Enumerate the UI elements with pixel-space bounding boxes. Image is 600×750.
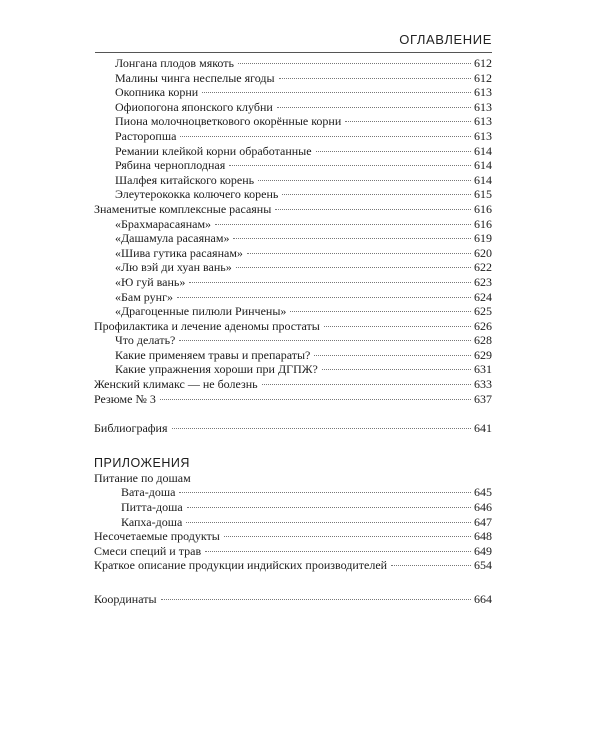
toc-entry-title: «Шива гутика расаянам» <box>115 245 243 260</box>
dot-leader <box>229 165 471 166</box>
toc-entry <box>94 217 492 232</box>
dot-leader <box>324 326 471 327</box>
toc-entry <box>94 187 492 202</box>
toc-entry-title: «Бам рунг» <box>115 289 173 304</box>
toc-entry-page: 613 <box>474 85 492 100</box>
toc-section-entry <box>94 421 492 436</box>
toc-entry-title: Координаты <box>94 592 157 606</box>
dot-leader <box>180 136 471 137</box>
spacer <box>94 406 492 421</box>
toc-entry <box>94 144 492 159</box>
dot-leader <box>186 522 471 523</box>
dot-leader <box>345 121 471 122</box>
toc-entry-page: 631 <box>474 362 492 377</box>
toc-entry-page: 628 <box>474 333 492 348</box>
toc-entry-title: Пиона молочноцветкового окорённые корни <box>115 114 342 129</box>
toc-entry-title: «Драгоценные пилюли Ринчены» <box>115 304 287 319</box>
toc-entry-title: Знаменитые комплексные расаяны <box>94 201 272 216</box>
toc-entry-page: 614 <box>474 143 492 158</box>
toc-entry-title: «Лю вэй ди хуан вань» <box>115 260 232 275</box>
toc-entry-title: Какие упражнения хороши при ДГПЖ? <box>115 362 318 377</box>
dot-leader <box>391 565 471 566</box>
toc-entry <box>94 304 492 319</box>
toc-entry-page: 620 <box>474 245 492 260</box>
toc-entry-page: 648 <box>474 529 492 544</box>
toc-entry <box>94 114 492 129</box>
toc-entry-title: Женский климакс — не болезнь <box>94 377 258 392</box>
toc-entry-title: Элеутерококка колючего корень <box>115 187 279 202</box>
toc-entry-page: 646 <box>474 500 492 515</box>
toc-entry-title: Что делать? <box>115 333 176 348</box>
toc-entry-page: 616 <box>474 216 492 231</box>
toc-entry-page: 649 <box>474 543 492 558</box>
toc-entry-page: 613 <box>474 114 492 129</box>
table-of-contents <box>94 56 492 607</box>
dot-leader <box>177 297 471 298</box>
toc-entry-title: Вата-доша <box>121 485 176 500</box>
toc-entry-page: 614 <box>474 172 492 187</box>
toc-entry-title: Несочетаемые продукты <box>94 529 220 544</box>
toc-entry-page: 654 <box>474 558 492 573</box>
dot-leader <box>279 78 471 79</box>
toc-entry <box>94 362 492 377</box>
toc-entry-page: 645 <box>474 485 492 500</box>
toc-entry-title: «Дашамула расаянам» <box>115 231 230 246</box>
dot-leader <box>179 492 471 493</box>
toc-section-entry <box>94 377 492 392</box>
dot-leader <box>161 599 471 600</box>
toc-entry-title: Библиография <box>94 421 168 436</box>
running-header: ОГЛАВЛЕНИЕ <box>399 32 492 47</box>
toc-entry-page: 612 <box>474 56 492 70</box>
toc-entry-page: 615 <box>474 187 492 202</box>
toc-entry-page: 629 <box>474 347 492 362</box>
dot-leader <box>258 180 471 181</box>
toc-section-entry <box>94 558 492 573</box>
dot-leader <box>314 355 471 356</box>
dot-leader <box>202 92 471 93</box>
toc-entry-page: 613 <box>474 99 492 114</box>
toc-entry-title: Шалфея китайского корень <box>115 172 255 187</box>
dot-leader <box>238 63 471 64</box>
dot-leader <box>160 399 471 400</box>
toc-entry-page: 641 <box>474 421 492 436</box>
toc-entry-page: 614 <box>474 158 492 173</box>
dot-leader <box>247 253 471 254</box>
toc-entry <box>94 129 492 144</box>
toc-entry <box>94 290 492 305</box>
toc-entry-page: 624 <box>474 289 492 304</box>
dot-leader <box>187 507 471 508</box>
toc-entry <box>94 158 492 173</box>
dot-leader <box>224 536 471 537</box>
toc-entry-page: 637 <box>474 391 492 406</box>
toc-entry <box>94 485 492 500</box>
dot-leader <box>205 551 471 552</box>
toc-entry-title: Краткое описание продукции индийских производителей <box>94 558 388 573</box>
toc-entry-page: 612 <box>474 70 492 85</box>
toc-entry-title: Резюме № 3 <box>94 391 156 406</box>
toc-entry-title: Профилактика и лечение аденомы простаты <box>94 318 320 333</box>
dot-leader <box>172 428 472 429</box>
dot-leader <box>275 209 471 210</box>
dot-leader <box>282 194 471 195</box>
toc-section-entry <box>94 319 492 334</box>
toc-entry <box>94 100 492 115</box>
toc-entry-page: 613 <box>474 128 492 143</box>
toc-entry-title: Рябина черноплодная <box>115 158 226 173</box>
toc-section-entry <box>94 529 492 544</box>
toc-entry-title: «Брахмарасаянам» <box>115 216 212 231</box>
dot-leader <box>236 267 471 268</box>
toc-entry-title: Окопника корни <box>115 85 199 100</box>
toc-entry-page: 622 <box>474 260 492 275</box>
toc-entry <box>94 231 492 246</box>
toc-entry-title: Ремании клейкой корни обработанные <box>115 143 312 158</box>
toc-entry <box>94 348 492 363</box>
dot-leader <box>277 107 471 108</box>
toc-entry-title: Офиопогона японского клубни <box>115 99 273 114</box>
toc-section-entry <box>94 544 492 559</box>
toc-entry <box>94 85 492 100</box>
dot-leader <box>215 224 471 225</box>
toc-section-entry <box>94 202 492 217</box>
dot-leader <box>233 238 471 239</box>
toc-entry-page: 633 <box>474 377 492 392</box>
toc-entry-title: Какие применяем травы и препараты? <box>115 347 311 362</box>
dot-leader <box>179 340 471 341</box>
toc-entry <box>94 71 492 86</box>
toc-section-entry <box>94 392 492 407</box>
toc-entry <box>94 56 492 71</box>
toc-entry-page: 616 <box>474 201 492 216</box>
toc-entry <box>94 275 492 290</box>
spacer <box>94 436 492 455</box>
header-rule <box>95 52 492 53</box>
toc-entry-page: 625 <box>474 304 492 319</box>
toc-entry <box>94 333 492 348</box>
toc-entry-page: 626 <box>474 318 492 333</box>
dot-leader <box>290 311 471 312</box>
toc-entry-page: 664 <box>474 592 492 606</box>
toc-entry-title: Малины чинга неспелые ягоды <box>115 70 275 85</box>
toc-entry <box>94 500 492 515</box>
toc-entry <box>94 173 492 188</box>
toc-entry-title: Смеси специй и трав <box>94 543 202 558</box>
toc-entry <box>94 515 492 530</box>
toc-entry <box>94 246 492 261</box>
toc-entry-title: Капха-доша <box>121 514 183 529</box>
appendix-heading: ПРИЛОЖЕНИЯ <box>94 455 190 470</box>
toc-entry-page: 623 <box>474 274 492 289</box>
toc-entry-page: 619 <box>474 231 492 246</box>
spacer <box>94 573 492 592</box>
dot-leader <box>322 369 471 370</box>
toc-entry <box>94 260 492 275</box>
toc-entry-page: 647 <box>474 514 492 529</box>
dot-leader <box>316 151 471 152</box>
toc-entry-title: Лонгана плодов мякоть <box>115 56 234 70</box>
dot-leader <box>189 282 471 283</box>
toc-section-entry <box>94 592 492 607</box>
toc-entry-title: Расторопша <box>115 128 177 143</box>
toc-entry-title: Питта-доша <box>121 500 183 515</box>
toc-entry-title: «Ю гуй вань» <box>115 274 186 289</box>
appendix-subheading: Питание по дошам <box>94 470 191 485</box>
dot-leader <box>262 384 471 385</box>
